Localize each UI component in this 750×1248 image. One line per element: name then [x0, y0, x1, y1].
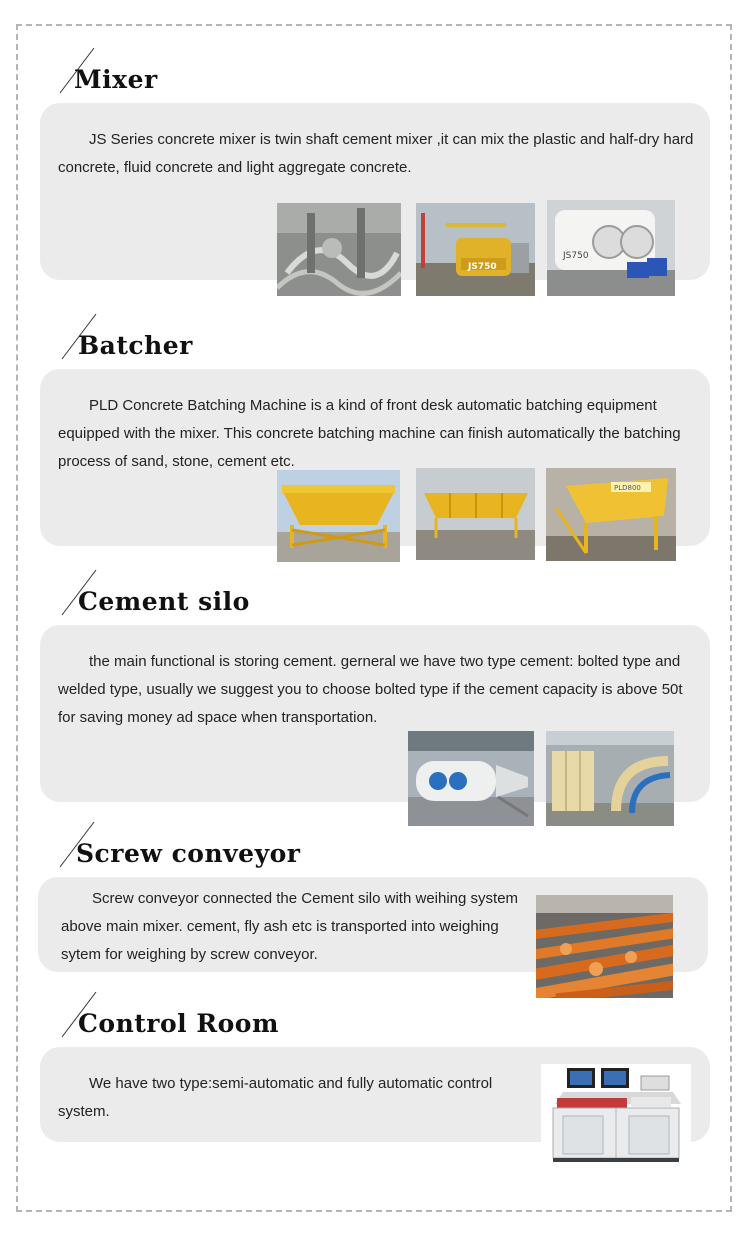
svg-text:JS750: JS750 [563, 251, 589, 261]
cement-silo-panels-photo [546, 731, 674, 826]
cement-silo-lying-photo [408, 731, 534, 826]
control-room-console-photo [541, 1064, 691, 1165]
section-text-batcher: PLD Concrete Batching Machine is a kind of front desk automatic batching equipment equipped with the mixer. This concrete batching machine can finish automatically the batching process of sand, stone, cement etc. [58, 397, 681, 470]
mixer-js750-yard-photo [416, 203, 535, 296]
batcher-pld-machine-photo [546, 468, 676, 561]
section-title-mixer: Mixer [58, 46, 258, 98]
section-text-control-room: We have two type:semi-automatic and fully automatic control system. [58, 1075, 493, 1120]
svg-text:JS750: JS750 [468, 262, 497, 272]
screw-conveyor-orange-photo [536, 895, 673, 998]
section-title-cement-silo: Cement silo [60, 568, 280, 620]
batcher-yellow-hoppers-photo [277, 470, 400, 562]
section-title-control-room: Control Room [60, 990, 300, 1042]
svg-text:PLD800: PLD800 [614, 484, 641, 492]
mixer-interior-photo [277, 203, 401, 296]
batcher-four-bin-photo [416, 468, 535, 560]
section-text-screw-conveyor: Screw conveyor connected the Cement silo with weihing system above main mixer. cement, fly ash etc is transported into weighing sytem for weighing by screw conveyor. [61, 890, 519, 963]
mixer-js750-white-photo [547, 200, 675, 296]
section-text-cement-silo: the main functional is storing cement. gerneral we have two type cement: bolted type and welded type, usually we suggest you to choose bolted type if the cement capacity is above 50t for saving money ad space when transportation. [58, 653, 683, 726]
section-title-screw-conveyor: Screw conveyor [58, 820, 318, 872]
section-title-batcher: Batcher [60, 312, 260, 364]
section-text-mixer: JS Series concrete mixer is twin shaft cement mixer ,it can mix the plastic and half-dry hard concrete, fluid concrete and light aggregate concrete. [58, 131, 694, 176]
